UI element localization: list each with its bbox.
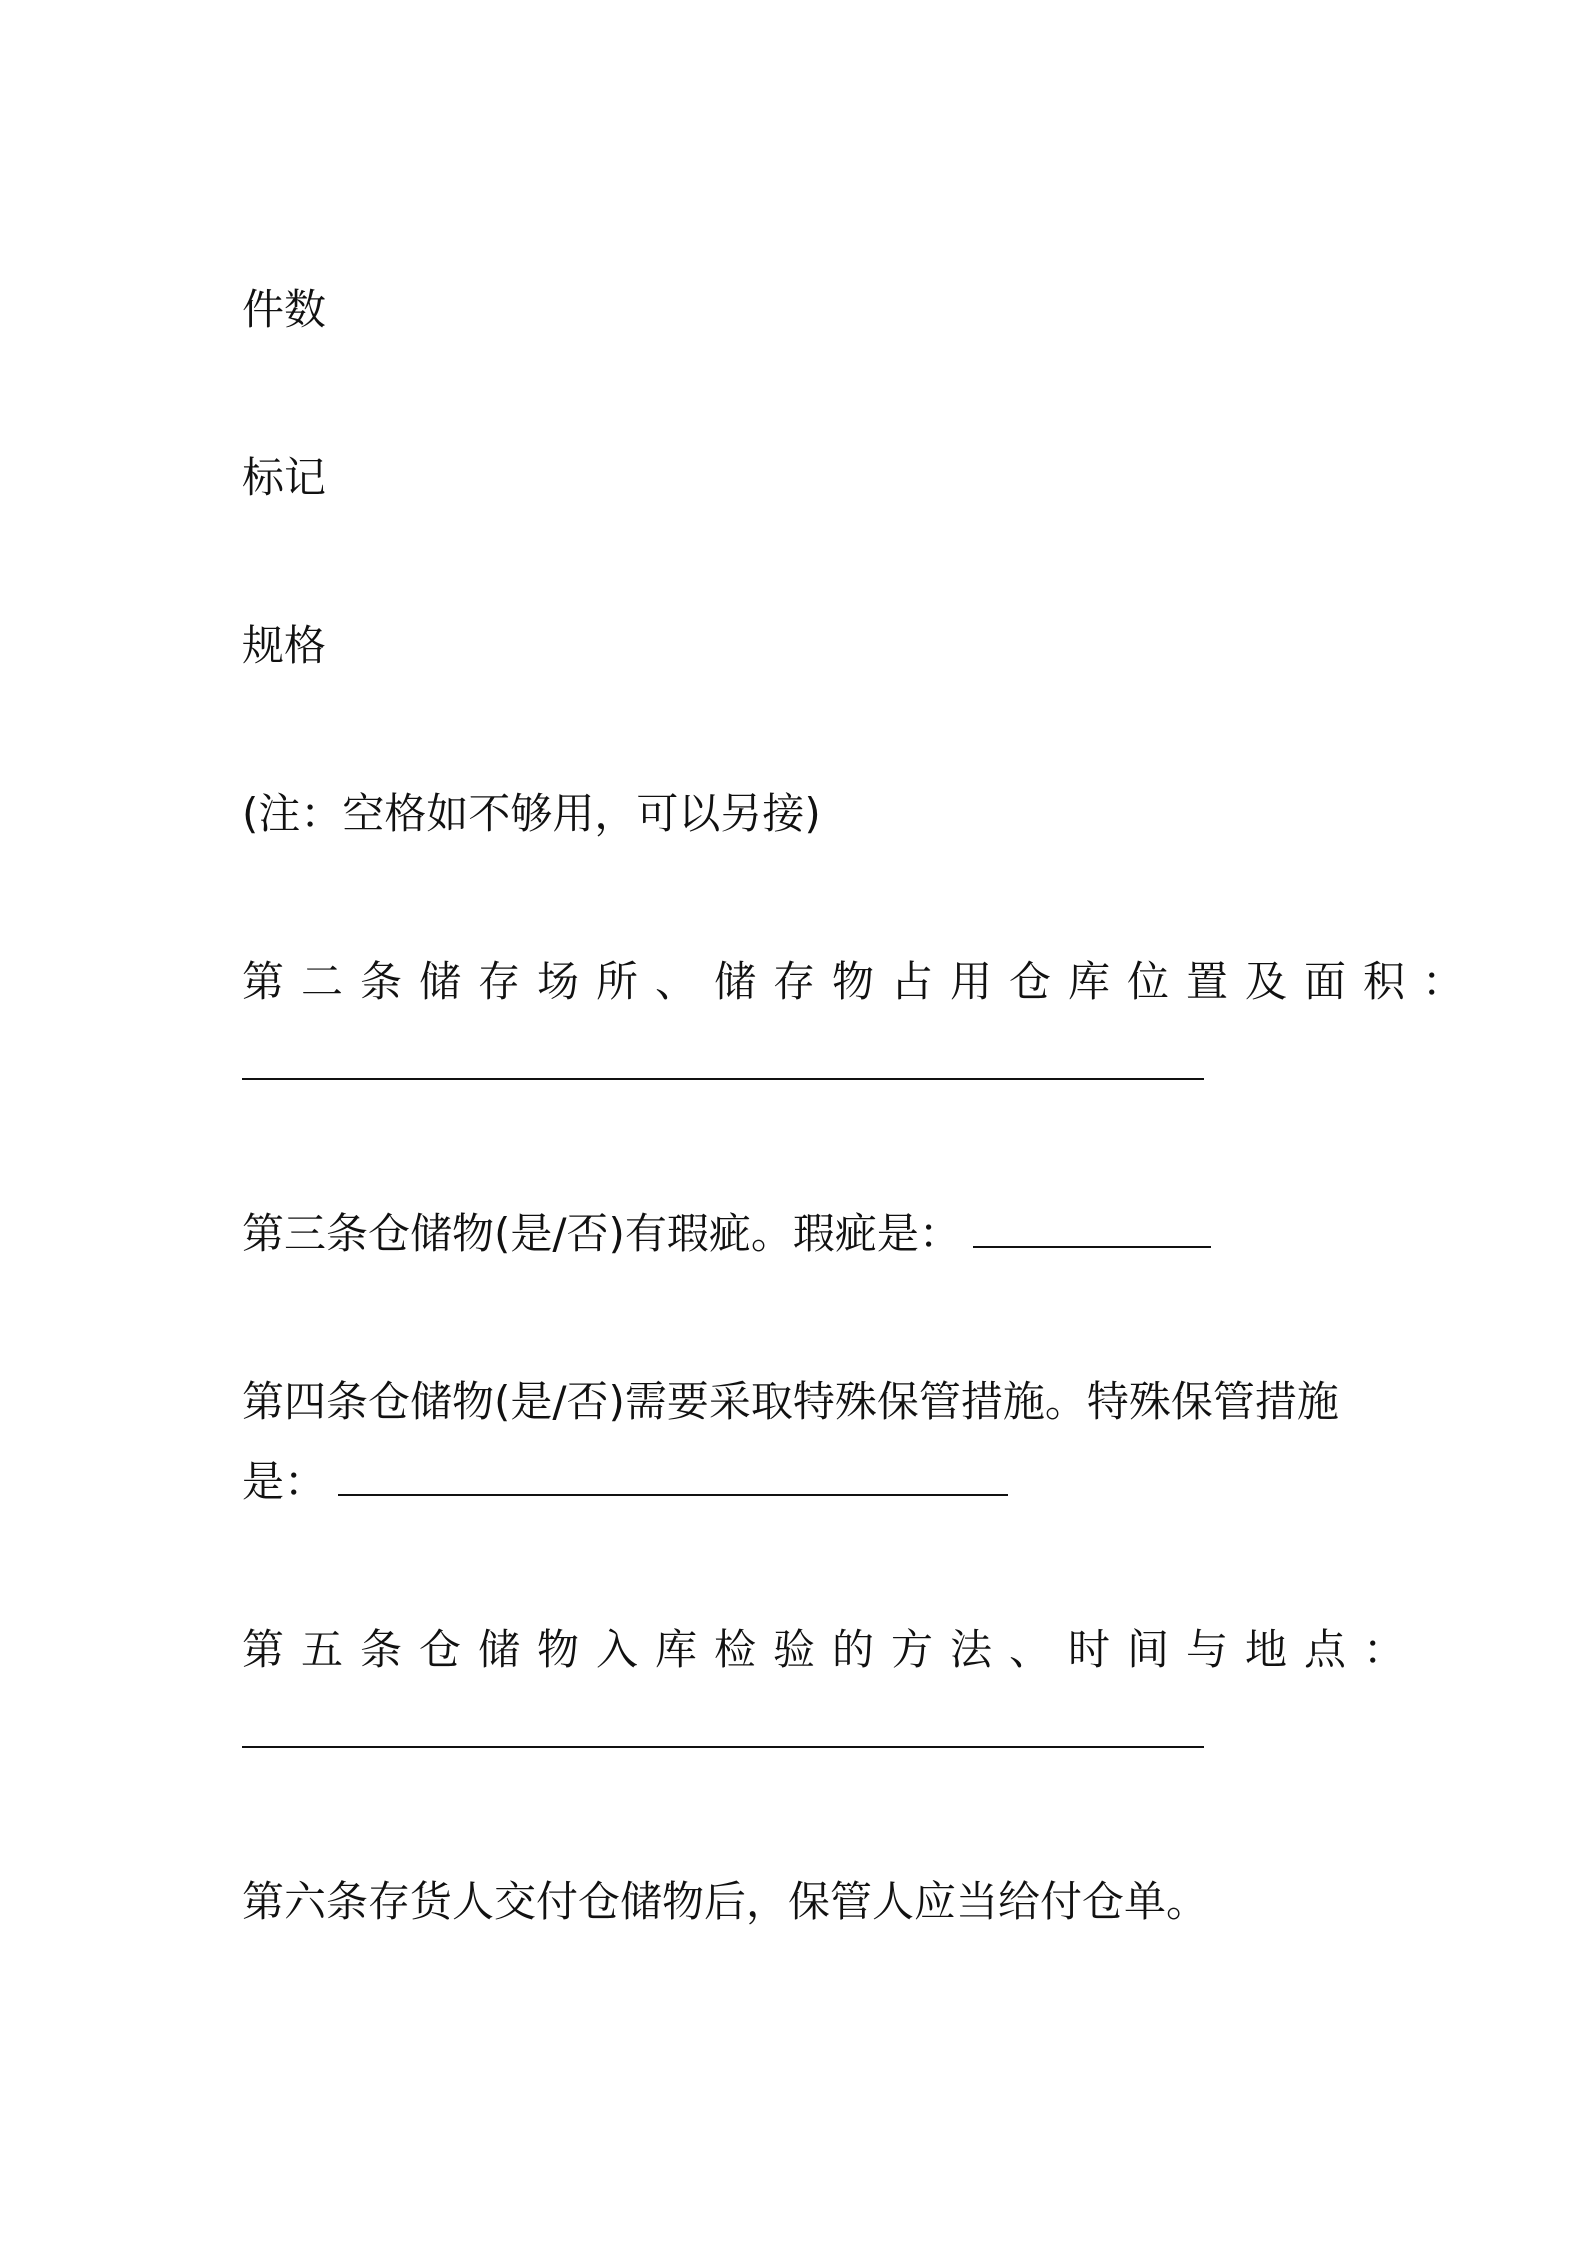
article-3-text: 第三条仓储物(是/否)有瑕疵。瑕疵是：	[242, 1209, 961, 1258]
fill-in-blank	[242, 1044, 1204, 1080]
field-pieces: 件数	[242, 285, 327, 334]
fill-in-blank	[242, 1712, 1204, 1748]
article-4-text-line2: 是：	[242, 1457, 327, 1506]
fill-in-blank	[973, 1212, 1211, 1248]
field-specs: 规格	[242, 621, 327, 670]
article-5-blank-line	[242, 1708, 1204, 1760]
article-5-heading: 第五条仓储物入库检验的方法、时间与地点：	[242, 1625, 1423, 1674]
article-2-blank-line	[242, 1040, 1204, 1092]
article-4-line2	[242, 1456, 1008, 1508]
fill-in-blank	[338, 1460, 1008, 1496]
article-3-line	[242, 1208, 1211, 1260]
article-6-text: 第六条存货人交付仓储物后，保管人应当给付仓单。	[242, 1877, 1209, 1926]
article-2-heading: 第二条储存场所、储存物占用仓库位置及面积：	[242, 957, 1482, 1006]
note-text: (注：空格如不够用，可以另接)	[242, 789, 821, 838]
article-4-text-line1: 第四条仓储物(是/否)需要采取特殊保管措施。特殊保管措施	[242, 1377, 1339, 1426]
field-marks: 标记	[242, 453, 327, 502]
